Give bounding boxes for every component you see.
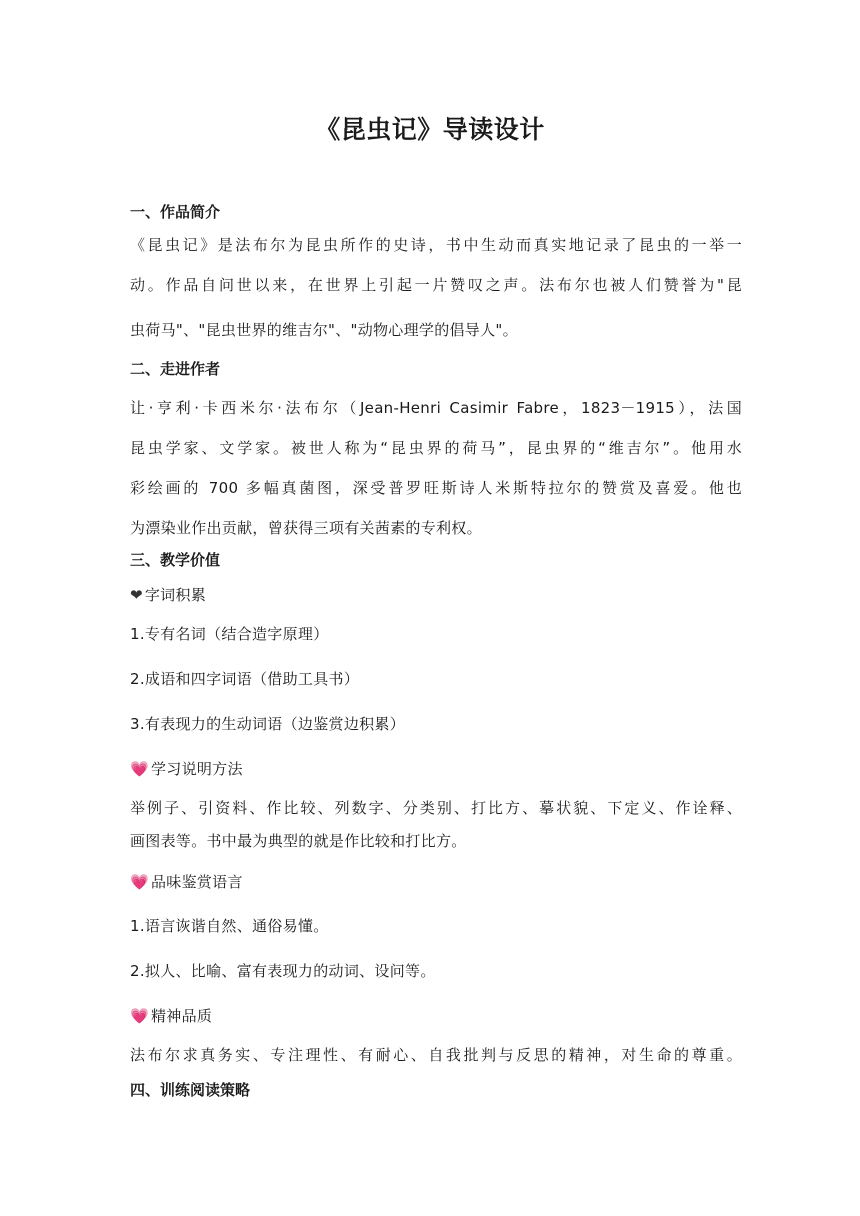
heart-icon: 💗 [130, 1007, 149, 1025]
heart-icon: ❤ [130, 586, 143, 604]
section-heading-intro: 一、作品简介 [130, 203, 221, 221]
paragraph-line: 举例子、引资料、作比较、列数字、分类别、打比方、摹状貌、下定义、作诠释、 [130, 799, 742, 817]
heart-icon: 💗 [130, 760, 149, 778]
subheading-label: 精神品质 [150, 1007, 213, 1025]
section-heading-author: 二、走进作者 [130, 360, 221, 378]
paragraph-line: 动。作品自问世以来，在世界上引起一片赞叹之声。法布尔也被人们赞誉为"昆 [130, 276, 742, 294]
paragraph-line: 让·亨利·卡西米尔·法布尔（Jean-Henri Casimir Fabre，1823－1915），法国 [130, 399, 742, 417]
paragraph-line: 昆虫学家、文学家。被世人称为“昆虫界的荷马”，昆虫界的“维吉尔”。他用水 [130, 439, 742, 457]
paragraph-line: 虫荷马"、"昆虫世界的维吉尔"、"动物心理学的倡导人"。 [130, 321, 518, 339]
subheading-language-appreciation [130, 870, 742, 894]
list-item: 2.拟人、比喻、富有表现力的动词、设问等。 [130, 962, 436, 980]
document-title: 《昆虫记》导读设计 [315, 115, 545, 144]
list-item: 2.成语和四字词语（借助工具书） [130, 670, 360, 688]
list-item: 3.有表现力的生动词语（边鉴赏边积累） [130, 715, 406, 733]
section-heading-reading-strategy: 四、训练阅读策略 [130, 1081, 251, 1099]
paragraph-line: 《昆虫记》是法布尔为昆虫所作的史诗，书中生动而真实地记录了昆虫的一举一 [130, 236, 742, 254]
paragraph-line: 画图表等。书中最为典型的就是作比较和打比方。 [130, 832, 467, 850]
subheading-vocabulary [130, 583, 742, 607]
paragraph-line: 法布尔求真务实、专注理性、有耐心、自我批判与反思的精神，对生命的尊重。 [130, 1046, 742, 1064]
paragraph-line: 为漂染业作出贡献，曾获得三项有关茜素的专利权。 [130, 519, 482, 537]
section-heading-teaching-value: 三、教学价值 [130, 551, 221, 569]
paragraph-line: 彩绘画的 700 多幅真菌图，深受普罗旺斯诗人米斯特拉尔的赞赏及喜爱。他也 [130, 479, 742, 497]
subheading-label: 字词积累 [144, 586, 207, 604]
heart-icon: 💗 [130, 873, 149, 891]
subheading-spirit-quality [130, 1004, 742, 1028]
subheading-label: 学习说明方法 [150, 760, 243, 778]
list-item: 1.语言诙谐自然、通俗易懂。 [130, 917, 329, 935]
list-item: 1.专有名词（结合造字原理） [130, 625, 329, 643]
subheading-explanation-methods [130, 757, 742, 781]
subheading-label: 品味鉴赏语言 [150, 873, 243, 891]
